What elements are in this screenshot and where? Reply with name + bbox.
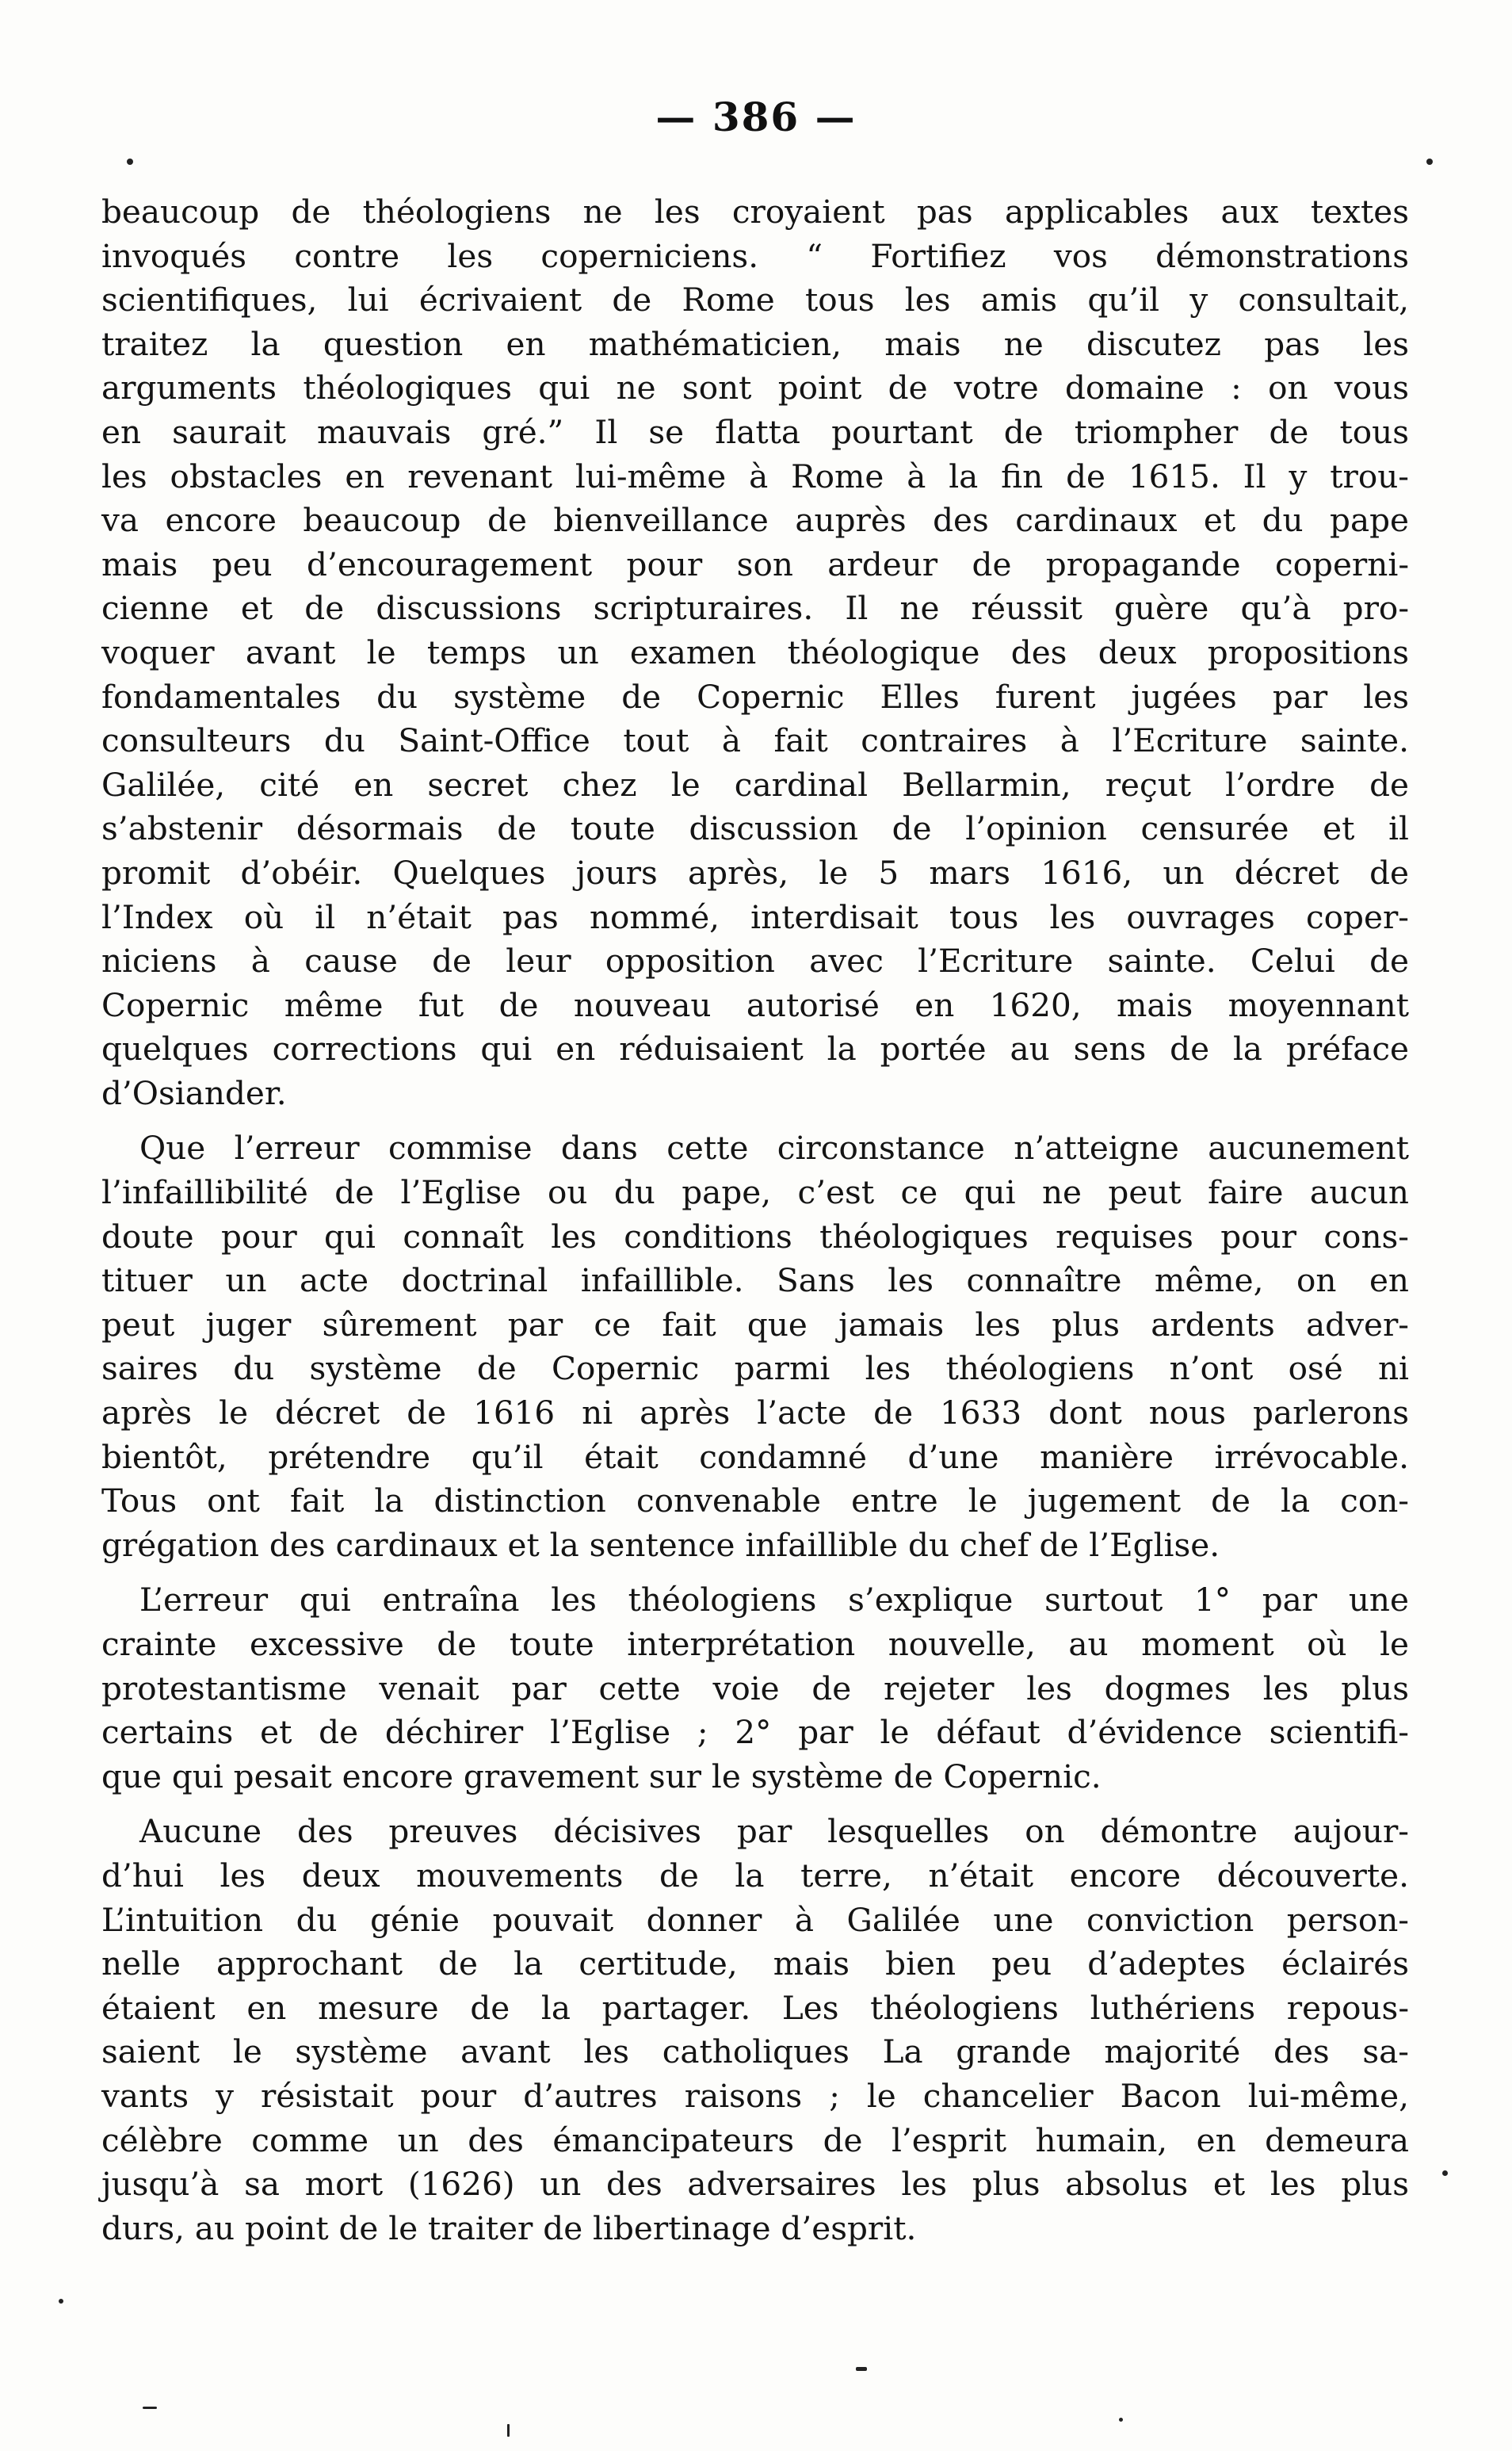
text-line: après le décret de 1616 ni après l’acte de 1633 dont nous parlerons (101, 1394, 1409, 1432)
text-line: d’hui les deux mouvements de la terre, n’était encore découverte. (101, 1856, 1409, 1895)
text-line: consulteurs du Saint-Office tout à fait contraires à l’Ecriture sainte. (101, 721, 1409, 760)
text-line: mais peu d’encouragement pour son ardeur de propagande coperni- (101, 545, 1409, 583)
text-line: arguments théologiques qui ne sont point de votre domaine : on vous (101, 369, 1409, 407)
text-line: l’infaillibilité de l’Eglise ou du pape, c’est ce qui ne peut faire aucun (101, 1173, 1409, 1212)
text-line: crainte excessive de toute interprétation nouvelle, au moment où le (101, 1625, 1409, 1663)
text-line: L’erreur qui entraîna les théologiens s’explique surtout 1° par une (139, 1581, 1409, 1619)
text-line: quelques corrections qui en réduisaient la portée au sens de la préface (101, 1030, 1409, 1069)
paragraph-4 (101, 1810, 1409, 2250)
text-line: Que l’erreur commise dans cette circonstance n’atteigne aucunement (139, 1129, 1409, 1168)
text-line: les obstacles en revenant lui-même à Rome à la fin de 1615. Il y trou- (101, 457, 1409, 495)
text-line: beaucoup de théologiens ne les croyaient pas applicables aux textes (101, 193, 1409, 231)
text-line: niciens à cause de leur opposition avec l’Ecriture sainte. Celui de (101, 942, 1409, 981)
text-line: s’abstenir désormais de toute discussion de l’opinion censurée et il (101, 809, 1409, 848)
page-number: — 386 — (655, 94, 857, 140)
text-line: L’intuition du génie pouvait donner à Galilée une conviction person- (101, 1900, 1409, 1939)
text-line: traitez la question en mathématicien, mais ne discutez pas les (101, 324, 1409, 363)
text-line: voquer avant le temps un examen théologique des deux propositions (101, 633, 1409, 671)
text-line: étaient en mesure de la partager. Les théologiens luthériens repous- (101, 1988, 1409, 2027)
text-line: vants y résistait pour d’autres raisons ; le chancelier Bacon lui-même, (101, 2076, 1409, 2115)
text-line: certains et de déchirer l’Eglise ; 2° par le défaut d’évidence scientifi- (101, 1713, 1409, 1752)
text-line: va encore beaucoup de bienveillance auprès des cardinaux et du pape (101, 501, 1409, 540)
text-line: tituer un acte doctrinal infaillible. Sans les connaître même, on en (101, 1261, 1409, 1300)
text-line: saient le système avant les catholiques La grande majorité des sa- (101, 2032, 1409, 2071)
scan-speck (507, 2424, 510, 2437)
text-line: durs, au point de le traiter de libertinage d’esprit. (101, 2208, 917, 2247)
text-line: invoqués contre les coperniciens. “ Fortifiez vos démonstrations (101, 236, 1409, 275)
scan-speck (856, 2367, 867, 2371)
paragraph-gap (101, 1799, 1409, 1810)
text-line: Galilée, cité en secret chez le cardinal Bellarmin, reçut l’ordre de (101, 765, 1409, 804)
text-line: protestantisme venait par cette voie de rejeter les dogmes les plus (101, 1669, 1409, 1707)
text-line: Tous ont fait la distinction convenable entre le jugement de la con- (101, 1482, 1409, 1520)
text-line: bientôt, prétendre qu’il était condamné d’une manière irrévocable. (101, 1437, 1409, 1476)
paragraph-gap (101, 1567, 1409, 1578)
text-line: peut juger sûrement par ce fait que jamais les plus ardents adver- (101, 1305, 1409, 1344)
text-line: grégation des cardinaux et la sentence infaillible du chef de l’Eglise. (101, 1525, 1220, 1564)
scan-speck (59, 2299, 63, 2304)
body-text (101, 190, 1409, 2250)
paragraph-3 (101, 1578, 1409, 1799)
text-line: en saurait mauvais gré.” Il se flatta pourtant de triompher de tous (101, 412, 1409, 451)
text-line: doute pour qui connaît les conditions théologiques requises pour cons- (101, 1217, 1409, 1256)
text-line: fondamentales du système de Copernic Elles furent jugées par les (101, 677, 1409, 716)
scan-speck (1442, 2170, 1448, 2176)
scan-speck (127, 159, 133, 165)
text-line: jusqu’à sa mort (1626) un des adversaires les plus absolus et les plus (101, 2165, 1409, 2204)
text-line: scientifiques, lui écrivaient de Rome tous les amis qu’il y consultait, (101, 281, 1409, 319)
text-line: promit d’obéir. Quelques jours après, le 5 mars 1616, un décret de (101, 853, 1409, 892)
text-line: nelle approchant de la certitude, mais bien peu d’adeptes éclairés (101, 1944, 1409, 1983)
text-line: cienne et de discussions scripturaires. Il ne réussit guère qu’à pro- (101, 589, 1409, 628)
text-line: Aucune des preuves décisives par lesquelles on démontre aujour- (139, 1812, 1409, 1851)
paragraph-1 (101, 190, 1409, 1115)
scan-speck (1426, 159, 1433, 165)
text-line: l’Index où il n’était pas nommé, interdisait tous les ouvrages coper- (101, 897, 1409, 936)
paragraph-2 (101, 1126, 1409, 1567)
text-line: saires du système de Copernic parmi les théologiens n’ont osé ni (101, 1349, 1409, 1388)
scan-speck (1119, 2418, 1123, 2422)
scan-speck (143, 2407, 157, 2409)
text-line: Copernic même fut de nouveau autorisé en 1620, mais moyennant (101, 985, 1409, 1024)
text-line: d’Osiander. (101, 1073, 287, 1112)
text-line: célèbre comme un des émancipateurs de l’esprit humain, en demeura (101, 2120, 1409, 2159)
text-line: que qui pesait encore gravement sur le système de Copernic. (101, 1757, 1102, 1795)
paragraph-gap (101, 1115, 1409, 1126)
